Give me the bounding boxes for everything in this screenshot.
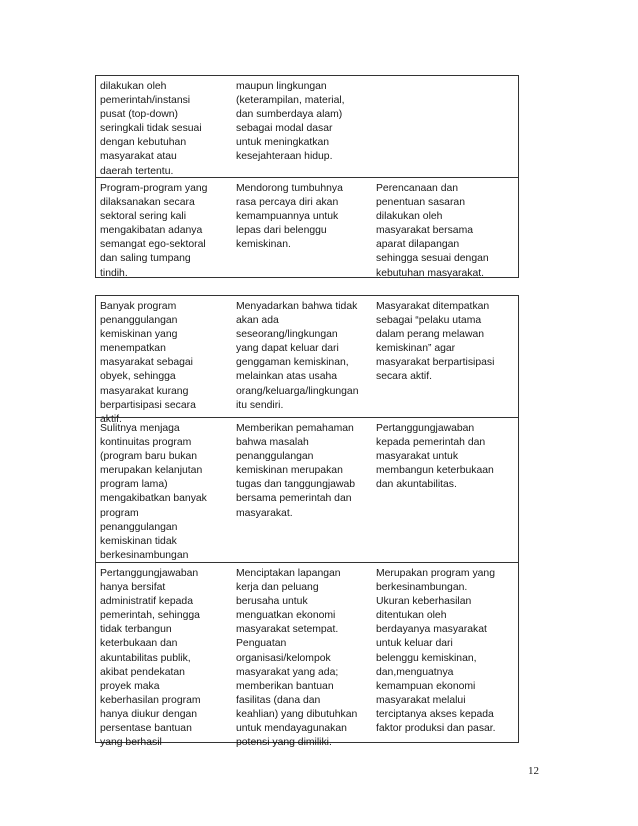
table-cell: Perencanaan dan penentuan sasaran dilakukan oleh masyarakat bersama aparat dilapangan sehingga sesuai dengan kebutuhan masyarakat. xyxy=(376,183,489,279)
table-row xyxy=(95,295,519,425)
table-cell: Sulitnya menjaga kontinuitas program (program baru bukan merupakan kelanjutan program lama) mengakibatkan banyak program penanggulangan kemiskinan tidak berkesinambungan xyxy=(100,423,207,561)
table-cell: Pertanggungjawaban hanya bersifat administratif kepada pemerintah, sehingga tidak terbangun keterbukaan dan akuntabilitas publik, akibat pendekatan proyek maka keberhasilan program hanya diukur dengan persentase bantuan yang berhasil xyxy=(100,568,201,749)
table-cell: Masyarakat ditempatkan sebagai “pelaku utama dalam perang melawan kemiskinan” agar masyarakat berpartisipasi secara aktif. xyxy=(376,301,495,383)
table-cell: Pertanggungjawaban kepada pemerintah dan masyarakat untuk membangun keterbukaan dan akuntabilitas. xyxy=(376,423,494,491)
table-row xyxy=(95,417,519,563)
table-cell: Program-program yang dilaksanakan secara sektoral sering kali mengakibatan adanya semangat ego-sektoral dan saling tumpang tindih. xyxy=(100,183,208,279)
table-row xyxy=(95,562,519,749)
table-cell: maupun lingkungan (keterampilan, material, dan sumberdaya alam) sebagai modal dasar untuk meningkatkan kesejahteraan hidup. xyxy=(236,81,345,163)
table-cell: Banyak program penanggulangan kemiskinan yang menempatkan masyarakat sebagai obyek, sehingga masyarakat kurang berpartisipasi secara aktif. xyxy=(100,301,196,425)
page-number: 12 xyxy=(528,765,539,777)
table-cell: dilakukan oleh pemerintah/instansi pusat (top-down) seringkali tidak sesuai dengan kebutuhan masyarakat atau daerah tertentu. xyxy=(100,81,202,177)
table-cell: Menciptakan lapangan kerja dan peluang berusaha untuk menguatkan ekonomi masyarakat setempat. Penguatan organisasi/kelompok masyarakat yang ada; memberikan bantuan fasilitas (dana dan keahlian) yang dibutuhkan untuk mendayagunakan potensi yang dimiliki. xyxy=(236,568,358,749)
table-row xyxy=(95,177,519,278)
table-row xyxy=(95,75,519,178)
table-cell: Mendorong tumbuhnya rasa percaya diri akan kemampuannya untuk lepas dari belenggu kemiskinan. xyxy=(236,183,343,251)
table-cell: Memberikan pemahaman bahwa masalah penanggulangan kemiskinan merupakan tugas dan tanggungjawab bersama pemerintah dan masyarakat. xyxy=(236,423,356,519)
table-cell: Menyadarkan bahwa tidak akan ada seseorang/lingkungan yang dapat keluar dari genggaman kemiskinan, melainkan atas usaha orang/keluarga/lingkungan itu sendiri. xyxy=(236,301,359,411)
table-cell xyxy=(372,76,520,177)
table-cell: Merupakan program yang berkesinambungan. Ukuran keberhasilan ditentukan oleh berdayanya masyarakat untuk keluar dari belenggu kemiskinan, dan,menguatnya kemampuan ekonomi masyarakat melalui terciptanya akses kepada faktor produksi dan pasar. xyxy=(376,568,496,735)
